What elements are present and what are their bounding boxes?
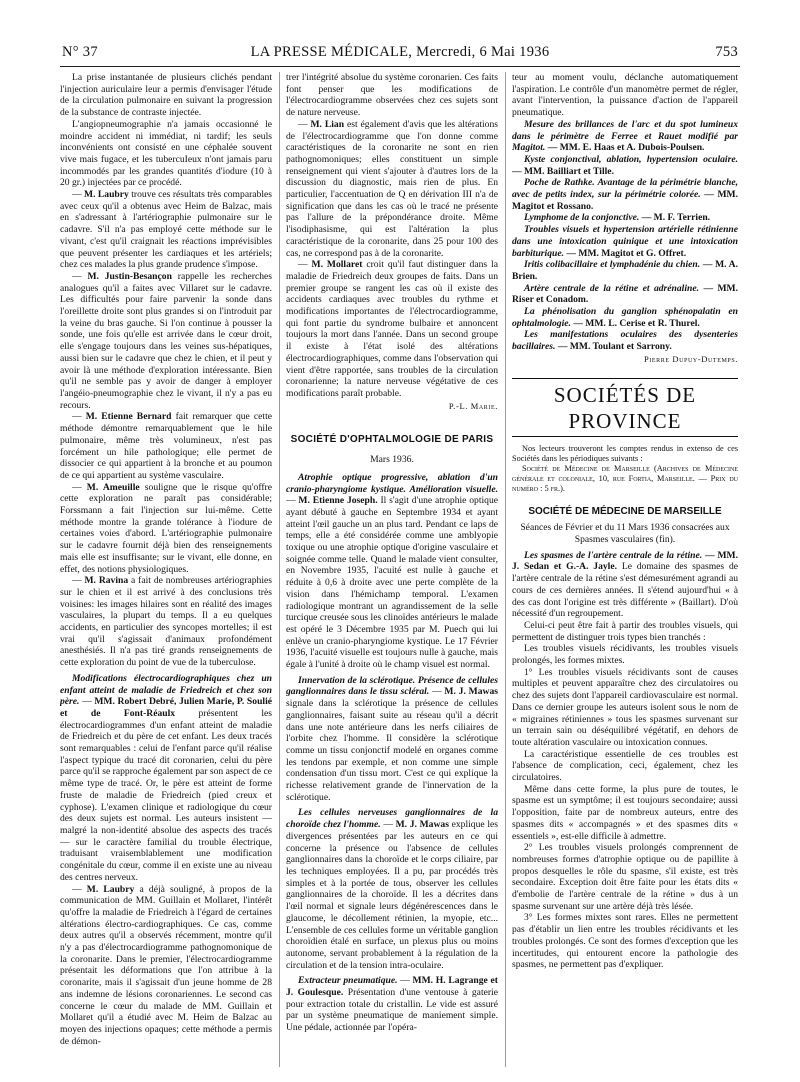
paragraph-text: signale dans la sclérotique la présence de cellules ganglionnaires, faisant suite au réseau qu'il a décrit dans une note antérieure dans les nerfs ciliaires de l'orbite chez l'homme. Il considère la sclérotique comme un tissu conjonctif modelé en organes comme les tendons par exemple, et non comme une simple condensation d'un tissu mort. C'est ce qui explique la richesse relativement grande de l'innervation de la sclérotique. (286, 698, 498, 803)
section-heading: SOCIÉTÉ DE MÉDECINE DE MARSEILLE (528, 505, 722, 517)
author-names: M. J. Mawas (395, 819, 449, 831)
column-1 (60, 72, 272, 1067)
paragraph (512, 177, 738, 212)
article-title: Modifications électrocardiographiques chez un enfant atteint de maladie de Friedreich et chez son père. (60, 672, 272, 708)
article-title: Iritis colibacillaire et lymphadénie du chien. (524, 259, 701, 271)
article-title: Les spasmes de l'artère centrale de la rétine. (524, 549, 703, 561)
paragraph (512, 224, 738, 259)
paragraph (512, 283, 738, 306)
article-title: Kyste conjonctival, ablation, hypertension oculaire. (524, 153, 738, 165)
paragraph-text: Le domaine des spasmes de l'artère centrale de la rétine s'est démesurément agrandi au cours de ces dernières années. Il s'étend aujourd'hui « à des cas dont l'origine est très différente » (Baillart). D'où nécessité d'un regroupement. (512, 561, 738, 620)
paragraph-text: explique les divergences présentées par les auteurs en ce qui concerne la présence ou l'absence de cellules ganglionnaires dans la choroïde et le corps ciliaire, par les techniques employées. Il a pu, par procédés très simples et à la portée de tous, observer les cellules ganglionnaires de la choroïde. Il les a décrites dans l'œil normal et signale leurs dégénérescences dans le glaucome, le décollement rétinien, la myopie, etc... L'ensemble de ces cellules forme un véritable ganglion choroïdien étalé en surface, un plexus plus ou moins autonome, servant probablement à la régulation de la circulation et de la tension intra-oculaire. (286, 819, 498, 971)
author-names: — MM. E. Haas et A. Dubois-Poulsen. (547, 142, 705, 154)
paragraph-text: rappelle les recherches analogues qu'il a faites avec Villaret sur le cadavre. Les difficultés pour faire parvenir la sonde dans l'oreillette droite sont plus grandes si on l'introduit par la veine du bras gauche. Si l'on continue à pousser la sonde, une fois qu'elle est arrivée dans le cœur droit, elle s'engage toujours dans les veines sus-hépatiques, aussi bien sur le cadavre que chez le chien, et il peut y avoir là une méthode d'exploration intéressante. Bien qu'il ne semble pas y avoir de danger à employer l'angéio-pneumographie chez le vivant, il n'y a pas eu recours. (60, 270, 272, 411)
notice: Nos lecteurs trouveront les comptes rendus in extenso de ces Sociétés dans les périodiques suivants : (512, 443, 738, 463)
session-date: Séances de Février et du 11 Mars 1936 consacrées aux Spasmes vasculaires (fin). (520, 522, 730, 545)
speaker-name: M. Laubry (84, 189, 129, 201)
paragraph (512, 259, 738, 282)
session-date: Mars 1936. (370, 454, 414, 466)
paragraph: L'angiopneumographie n'a jamais occasionné le moindre accident ni immédiat, ni tardif; les seuls inconvénients ont consisté en une céphalée souvent vive mais fugace, et les tubercuIeux n'ont jamais paru incommodés par les grandes quantités d'iodure (10 à 20 gr.) injectées par ce procédé. (60, 118, 272, 189)
article-title: Artère centrale de la rétine et adrénaline. (524, 282, 700, 294)
paragraph: 2° Les troubles visuels prolongés comprennent de nombreuses formes d'atrophie optique ou de papillite à propos desquelles le rôle du spasme, s'il existe, est très secondaire. Exception doit être faite pour les états dits « d'embolie de l'artère centrale de la rétine » dus à un spasme survenant sur une artère déjà très lésée. (512, 842, 738, 912)
paragraph: — M. Laubry trouve ces résultats très comparables avec ceux qu'il a obtenus avec Heim de Balzac, mais en s'adressant à l'artériographie pulmonaire sur le cadavre. S'il n'a pas employé cette méthode sur le vivant, c'est qu'il craignait les réactions imprévisibles que peuvent présenter les cardiaques et les artériels; chez ces malades la plus grande prudence s'impose. (60, 189, 272, 271)
paragraph-text: fait remarquer que cette méthode démontre remarquablement que le hile pulmonaire, même très volumineux, n'est pas forcément un hile pathologique; elle permet de dissocier ce qui appartient à la bronche et au poumon de ce qui appartient au système vasculaire. (60, 411, 272, 481)
paragraph: Même dans cette forme, la plus pure de toutes, le spasme est un symptôme; il est toujours secondaire; aussi l'opposition, faite par de nombreux auteurs, entre des spasmes dits « accompagnés » et des spasmes dits « essentiels », est-elle difficile à admettre. (512, 783, 738, 842)
author-names: — M. F. Terrien. (641, 212, 711, 224)
paragraph-text: présentent les électrocardiogrammes d'un enfant atteint de maladie de Friedreich et du père de cet enfant. Les deux tracés sont remarquables : celui de l'enfant parce qu'il réalise l'aspect typique du tracé dit coronarien, celui du père parce qu'il se rapproche également par son aspect de ce même type de tracé. Or, le père est atteint de forme fruste de maladie de Friedreich (pied creux et cyphose). L'examen clinique et radiologique du cœur des deux sujets est normal. Les auteurs insistent — malgré la non-identité absolue des aspects des tracés — sur le caractère familial du trouble électrique, traduisant vraisemblablement une modification congénitale du cœur, comme il en existe une au niveau des centres nerveux. (60, 707, 272, 883)
paragraph (512, 212, 738, 224)
author-names: — MM. Magitot et Rossano. (512, 189, 738, 212)
column-divider (279, 72, 280, 1067)
paragraph-text: souligne que le risque qu'offre cette exploration ne paraît pas considérable; Forssmann a fait l'injection sur lui-même. Cette méthode montre la grande tolérance à l'iodure de certaines voies d'abord. L'artériographie pulmonaire sur le cadavre fournit déjà bien des renseignements mais elle est insuffisante; sur le vivant, elle donne, en effet, des notions physiologiques. (60, 481, 272, 575)
author-names: M. J. Mawas (444, 686, 498, 698)
author-names: — MM. L. Cerise et R. Thurel. (573, 317, 700, 329)
page-number: 753 (715, 44, 738, 60)
paragraph-text: trouve ces résultats très comparables avec ceux qu'il a obtenus avec Heim de Balzac, mais en s'adressant à l'artériographie pulmonaire sur le cadavre. S'il n'a pas employé cette méthode sur le vivant, c'est qu'il craignait les réactions imprévisibles que peuvent présenter les cardiaques et les artériels; chez ces malades la plus grande prudence s'impose. (60, 189, 272, 271)
article-title: Les manifestations oculaires des dysenteries bacillaires. (512, 329, 738, 353)
paragraph: La caractéristique essentielle de ces troubles est l'absence de complication, ceci, également, chez les circulatoires. (512, 748, 738, 784)
paragraph: 1° Les troubles visuels récidivants sont de causes multiples et peuvent apparaître chez des circulatoires ou chez des sujets dont l'appareil cardiovasculaire est normal. Dans ce dernier groupe les auteurs isolent sous le nom de « migraines rétiniennes » tous les spasmes survenant sur un terrain sain ou déséquilibré végétatif, en dehors de toute altération vasculaire ou intoxication connues. (512, 666, 738, 748)
speaker-name: M. Ameuille (86, 481, 140, 493)
paragraph: — M. Etienne Bernard fait remarquer que cette méthode démontre remarquablement que le hile pulmonaire, même très volumineux, n'est pas forcément un hile pathologique; elle permet de dissocier ce qui appartient à la bronche et au poumon de ce qui appartient au système vasculaire. (60, 411, 272, 481)
author-names: MM. Robert Debré, Julien Marie, P. Soulié et de Font-Réaulx (60, 696, 272, 719)
signature: Pierre Dupuy-Dutemps. (643, 353, 738, 364)
paragraph: teur au moment voulu, déclanche automatiquement l'aspiration. Le contrôle d'un manomètre permet de régler, avant l'intervention, la puissance d'action de l'appareil pneumatique. (512, 72, 738, 119)
speaker-name: M. Mollaret (311, 259, 363, 271)
journal-title: LA PRESSE MÉDICALE, Mercredi, 6 Mai 1936 (250, 44, 550, 60)
paragraph (512, 306, 738, 329)
paragraph (512, 119, 738, 154)
signature: P.-L. Marie. (448, 400, 498, 411)
section-banner: SOCIÉTÉS DE PROVINCE (512, 378, 738, 437)
column-3 (512, 72, 738, 1067)
author-names: — MM. Riser et Conadom. (512, 282, 738, 306)
paragraph: Extracteur pneumatique. — MM. H. Lagrange et J. Goulesque. Présentation d'une ventouse à gaterie pour extraction totale du cristallin. Le vide est assuré par un système pneumatique de maniement simple. Une pédale, actionnée par l'opéra- (286, 975, 498, 1034)
section-heading: SOCIÉTÉ D'OPHTALMOLOGIE DE PARIS (290, 434, 494, 446)
author-names: M. Etienne Joseph. (298, 495, 378, 507)
paragraph: La prise instantanée de plusieurs clichés pendant l'injection auriculaire leur a permis d'envisager l'étude de la circulation pulmonaire en suivant la progression de la substance de contraste injectée. (60, 72, 272, 119)
column-2 (286, 72, 498, 1067)
speaker-name: M. Laubry (86, 883, 135, 895)
author-names: MM. H. Lagrange et J. Goulesque. (286, 975, 498, 999)
article-title: La phénolisation du ganglion sphénopalatin en ophtalmologie. (512, 306, 738, 329)
paragraph-text: a fait de nombreuses artériographies sur le chien et il est arrivé à des conclusions très voisines: les images hilaires sont en réalité des images vasculaires, la plupart du temps. Il a eu quelques accidents, en particulier des syncopes mortelles; il est vrai qu'il s'agissait d'animaux profondément anesthésiés. Il n'a pas tiré grands renseignements de cette exploration du point de vue de la tuberculose. (60, 575, 272, 669)
paragraph: — M. Justin-Besançon rappelle les recherches analogues qu'il a faites avec Villaret sur le cadavre. Les difficultés pour faire parvenir la sonde dans l'oreillette droite sont plus grandes si on l'introduit par la veine du bras gauche. Si l'on continue à pousser la sonde, une fois qu'elle est arrivée dans le cœur droit, elle s'engage toujours dans les veines sus-hépatiques, aussi bien sur le cadavre que chez le chien, et il peut y avoir là une méthode d'exploration intéressante. Bien qu'il ne semble pas y avoir de danger à employer l'angéio-pneumographie chez le vivant, il n'y a pas eu recours. (60, 270, 272, 411)
speaker-name: M. Etienne Bernard (85, 411, 172, 423)
paragraph: Atrophie optique progressive, ablation d'un cranio-pharyngiome kystique. Amélioration visuelle. — M. Etienne Joseph. Il s'agit d'une atrophie optique ayant débuté à gauche en Septembre 1934 et ayant atteint l'œil gauche un an plus tard. Pendant ce laps de temps, elle a été considérée comme une amblyopie toxique ou une atrophie optique d'origine vasculaire et soignée comme telle. Quand le malade vient consulter, en Novembre 1935, l'acuité est nulle à gauche et réduite à 0,6 à droite avec une perte complète de la vision dans l'hémichamp temporal. L'examen radiologique montrant un agrandissement de la selle turcique creusée sous les clinoïdes antérieurs le malade est opéré le 3 Décembre 1935 par M. Puech qui lui enlève un cranio-pharyngiome kystique. Le 17 Février 1936, l'acuité visuelle est toujours nulle à gauche, mais égale à l'unité à droite où le champ visuel est normal. (286, 471, 498, 671)
paragraph-text: a déjà souligné, à propos de la communication de MM. Guillain et Mollaret, l'intérêt qu'offre la maladie de Friedreich à l'égard de certaines altérations électro-cardiographiques. Ce cas, comme deux autres qu'il a observés récemment, montre qu'il n'y a pas d'électrocardiogramme pathognomonique de la coronarite. Dans le premier, l'électrocardiogramme présentait les déformations que l'on attribue à la coronarite, mais il s'agissait d'un jeune homme de 28 ans indemne de lésions coronariennes. Le second cas concerne le cœur du malade de MM. Guillain et Mollaret qu'il a étudié avec M. Heim de Balzac au moyen des injections opaques; cette méthode a permis de démon- (60, 883, 272, 1047)
paragraph-text: est également d'avis que les altérations de l'électrocardiogramme que l'on donne comme caractéristiques de la coronarite ne sont en rien pathognomoniques; elles constituent un simple renseignement qui vient s'ajouter à d'autres lors de la discussion du diagnostic, mais rien de plus. En particulier, l'accentuation de Q en dérivation III n'a de signification que dans les cas où le tracé ne présente pas l'allure de la prépondérance droite. Même l'isodiphasisme, qui est l'altération la plus caractéristique de la coronarite, dans 25 pour 100 des cas, ne correspond pas à de la coronarite. (286, 118, 498, 259)
paragraph: Modifications électrocardiographiques chez un enfant atteint de maladie de Friedreich et chez son père. — MM. Robert Debré, Julien Marie, P. Soulié et de Font-Réaulx présentent les électrocardiogrammes d'un enfant atteint de maladie de Friedreich et du père de cet enfant. Les deux tracés sont remarquables : celui de l'enfant parce qu'il réalise l'aspect typique du tracé dit coronarien, celui du père parce qu'il se rapproche également par son aspect de ce même type de tracé. Or, le père est atteint de forme fruste de maladie de Friedreich (pied creux et cyphose). L'examen clinique et radiologique du cœur des deux sujets est normal. Les auteurs insistent — malgré la non-identité absolue des aspects des tracés — sur le caractère familial du trouble électrique, traduisant vraisemblablement une modification congénitale du cœur, comme il en existe une au niveau des centres nerveux. (60, 672, 272, 883)
paragraph: trer l'intégrité absolue du système coronarien. Ces faits font penser que les modifications de l'électrocardiogramme observées chez ces sujets sont de nature nerveuse. (286, 72, 498, 119)
article-title: Lymphome de la conjonctive. (524, 212, 640, 224)
paragraph-text: Présentation d'une ventouse à gaterie pour extraction totale du cristallin. Le vide est assuré par un système pneumatique de maniement simple. Une pédale, actionnée par l'opéra- (286, 987, 498, 1034)
speaker-name: M. Lian (310, 118, 345, 130)
paragraph: Innervation de la sclérotique. Présence de cellules ganglionnaires dans le tissu scléral. — M. J. Mawas signale dans la sclérotique la présence de cellules ganglionnaires, faisant suite au réseau qu'il a décrit dans une note antérieure dans les nerfs ciliaires de l'orbite chez l'homme. Il considère la sclérotique comme un tissu conjonctif modelé en organes comme les tendons par exemple, et non comme une simple condensation d'un tissu mort. C'est ce qui explique la richesse relativement grande de l'innervation de la sclérotique. (286, 674, 498, 803)
paragraph: — M. Ravina a fait de nombreuses artériographies sur le chien et il est arrivé à des conclusions très voisines: les images hilaires sont en réalité des images vasculaires, la plupart du temps. Il a eu quelques accidents, en particulier des syncopes mortelles; il est vrai qu'il s'agissait d'animaux profondément anesthésiés. Il n'a pas tiré grands renseignements de cette exploration du point de vue de la tuberculose. (60, 575, 272, 669)
speaker-name: M. Justin-Besançon (87, 270, 172, 282)
article-title: Mesure des brillances de l'arc et du spot lumineux dans le périmètre de Ferree et Rauet modifié par Magitot. (512, 118, 738, 154)
author-names: — MM. Toulant et Sarrony. (557, 341, 672, 353)
author-names: — MM. Magitot et G. Offret. (566, 247, 687, 259)
paragraph: — M. Mollaret croit qu'il faut distinguer dans la maladie de Friedreich deux groupes de faits. Dans un premier groupe se rangent les cas où il existe des accidents cardiaques avec troubles du rythme et modifications importantes de l'électrocardiogramme, qui font partie du syndrome bulbaire et annoncent toujours la mort dans l'année. Dans un second groupe il existe à l'état isolé des altérations électrocardiographiques, comme dans l'observation qui vient d'être rapportée, sans troubles de la circulation coronarienne; la nature nerveuse végétative de ces modifications paraît probable. (286, 259, 498, 399)
paragraph (512, 550, 738, 620)
paragraph: — M. Lian est également d'avis que les altérations de l'électrocardiogramme que l'on donne comme caractéristiques de la coronarite ne sont en rien pathognomoniques; elles constituent un simple renseignement qui vient s'ajouter à d'autres lors de la discussion du diagnostic, mais rien de plus. En particulier, l'accentuation de Q en dérivation III n'a de signification que dans les cas où le tracé ne présente pas l'allure de la prépondérance droite. Même l'isodiphasisme, qui est l'altération la plus caractéristique de la coronarite, dans 25 pour 100 des cas, ne correspond pas à de la coronarite. (286, 118, 498, 259)
header-rule (60, 66, 740, 67)
article-title: Innervation de la sclérotique. Présence de cellules ganglionnaires dans le tissu scléral. (286, 674, 498, 698)
paragraph: Les troubles visuels récidivants, les troubles visuels prolongés, les formes mixtes. (512, 643, 738, 667)
article-title: Poche de Rathke. Avantage de la périmétrie blanche, avec de petits index, sur la périmétrie colorée. (512, 177, 738, 201)
article-title: Extracteur pneumatique. (298, 975, 398, 987)
author-names: — M. A. Brien. (512, 259, 738, 282)
issue-number: N° 37 (62, 44, 98, 60)
author-names: — MM. J. Sedan et G.-A. Jayle. (512, 549, 738, 573)
paragraph-text: Il s'agit d'une atrophie optique ayant débuté à gauche en Septembre 1934 et ayant atteint l'œil gauche un an plus tard. Pendant ce laps de temps, elle a été considérée comme une amblyopie toxique ou une atrophie optique d'origine vasculaire et soignée comme telle. Quand le malade vient consulter, en Novembre 1935, l'acuité est nulle à gauche et réduite à 0,6 à droite avec une perte complète de la vision dans l'hémichamp temporal. L'examen radiologique montrant un agrandissement de la selle turcique creusée sous les clinoïdes antérieurs le malade est opéré le 3 Décembre 1935 par M. Puech qui lui enlève un cranio-pharyngiome kystique. Le 17 Février 1936, l'acuité visuelle est toujours nulle à gauche, mais égale à l'unité à droite où le champ visuel est normal. (286, 495, 498, 671)
notice: Société de Médecine de Marseille (Archives de Médecine générale et coloniale, 10, rue Fortia, Marseille. — Prix du numéro : 5 fr.). (512, 463, 738, 493)
paragraph-text: croit qu'il faut distinguer dans la maladie de Friedreich deux groupes de faits. Dans un premier groupe se rangent les cas où il existe des accidents cardiaques avec troubles du rythme et modifications importantes de l'électrocardiogramme, qui font partie du syndrome bulbaire et annoncent toujours la mort dans l'année. Dans un second groupe il existe à l'état isolé des altérations électrocardiographiques, comme dans l'observation qui vient d'être rapportée, sans troubles de la circulation coronarienne; la nature nerveuse végétative de ces modifications paraît probable. (286, 259, 498, 399)
speaker-name: M. Ravina (84, 575, 129, 587)
paragraph: — M. Ameuille souligne que le risque qu'offre cette exploration ne paraît pas considérable; Forssmann a fait l'injection sur lui-même. Cette méthode montre la grande tolérance à l'iodure de certaines voies d'abord. L'artériographie pulmonaire sur le cadavre fournit déjà bien des renseignements mais elle est insuffisante; sur le vivant, elle donne, en effet, des notions physiologiques. (60, 481, 272, 575)
paragraph: — M. Laubry a déjà souligné, à propos de la communication de MM. Guillain et Mollaret, l'intérêt qu'offre la maladie de Friedreich à l'égard de certaines altérations électro-cardiographiques. Ce cas, comme deux autres qu'il a observés récemment, montre qu'il n'y a pas d'électrocardiogramme pathognomonique de la coronarite. Dans le premier, l'électrocardiogramme présentait les déformations que l'on attribue à la coronarite, mais il s'agissait d'un jeune homme de 28 ans indemne de lésions coronariennes. Le second cas concerne le cœur du malade de MM. Guillain et Mollaret qu'il a étudié avec M. Heim de Balzac au moyen des injections opaques; cette méthode a permis de démon- (60, 883, 272, 1047)
paragraph: Celui-ci peut être fait à partir des troubles visuels, qui permettent de distinguer trois types bien tranchés : (512, 619, 738, 643)
page-header (62, 44, 738, 64)
paragraph (512, 329, 738, 352)
paragraph (512, 154, 738, 177)
article-title: Les cellules nerveuses ganglionnaires de la choroïde chez l'homme. (286, 807, 498, 831)
article-title: Troubles visuels et hypertension artérielle rétinienne dans une intoxication quinique et une intoxication barbiturique. (512, 224, 738, 259)
column-divider (505, 72, 506, 1067)
paragraph: Les cellules nerveuses ganglionnaires de la choroïde chez l'homme. — M. J. Mawas explique les divergences présentées par les auteurs en ce qui concerne la présence ou l'absence de cellules ganglionnaires dans la choroïde et le corps ciliaire, par les techniques employées. Il a pu, par procédés très simples et à la portée de tous, observer les cellules ganglionnaires de la choroïde. Il les a décrites dans l'œil normal et signale leurs dégénérescences dans le glaucome, le décollement rétinien, la myopie, etc... L'ensemble de ces cellules forme un véritable ganglion choroïdien étalé en surface, un plexus plus ou moins autonome, servant probablement à la régulation de la circulation et de la tension intra-oculaire. (286, 807, 498, 971)
paragraph: 3° Les formes mixtes sont rares. Elles ne permettent pas d'établir un lien entre les troubles récidivants et les troubles prolongés. Ce sont des formes d'exception que les incertitudes, qui entourent encore la pathologie des spasmes, ne permettent pas d'expliquer. (512, 912, 738, 971)
author-names: — MM. Bailliart et Tille. (512, 165, 614, 177)
article-title: Atrophie optique progressive, ablation d'un cranio-pharyngiome kystique. Amélioration visuelle. (286, 471, 498, 495)
